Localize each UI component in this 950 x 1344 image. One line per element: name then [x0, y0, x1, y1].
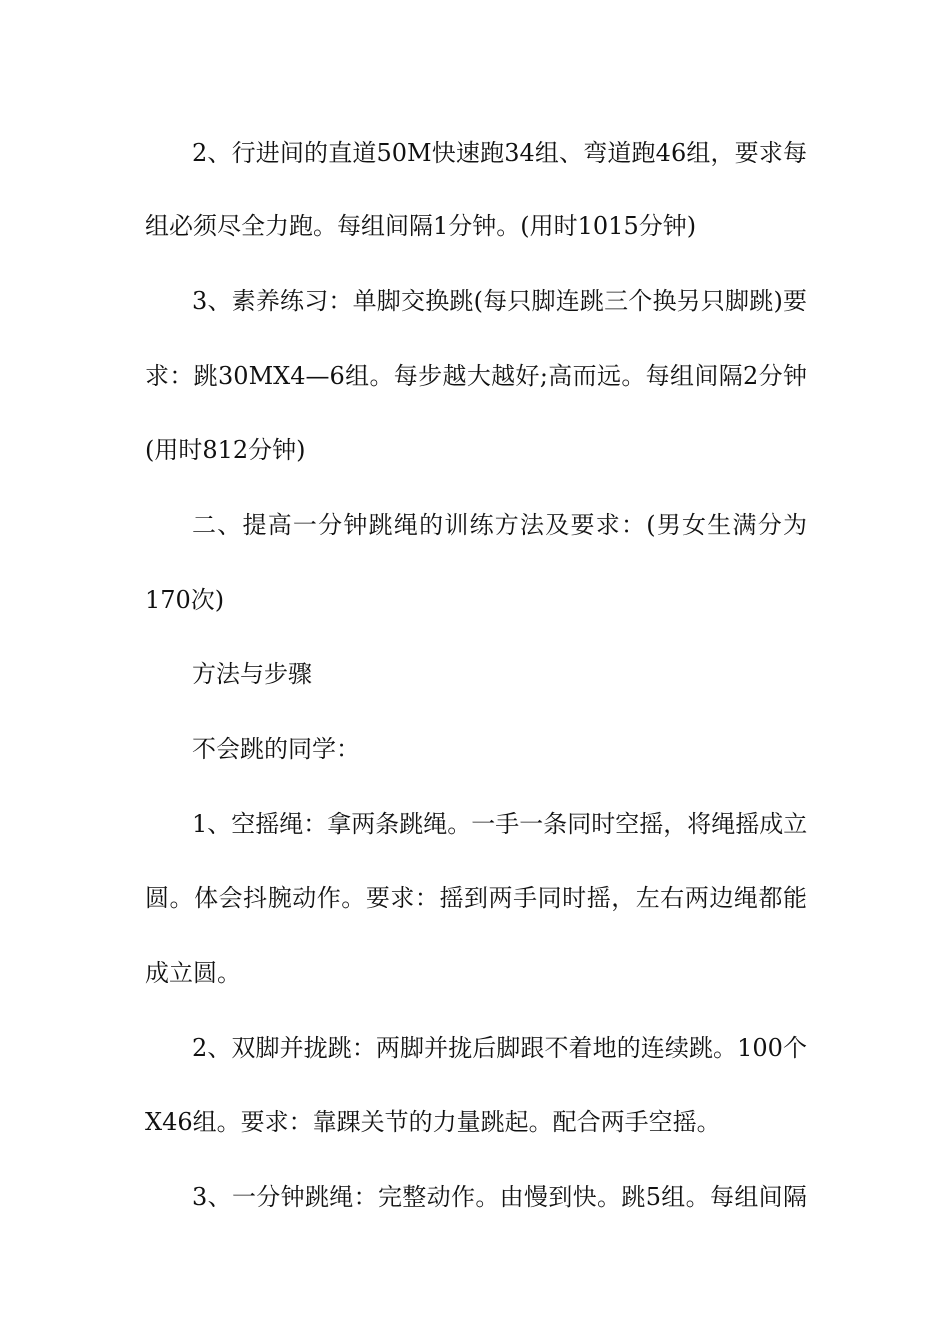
text-line: 1、空摇绳：拿两条跳绳。一手一条同时空摇，将绳摇成立 [192, 810, 808, 838]
text-line: (用时812分钟) [145, 436, 306, 464]
text-line: 成立圆。 [145, 959, 241, 987]
text-line: 2、双脚并拢跳：两脚并拢后脚跟不着地的连续跳。100个 [192, 1034, 807, 1062]
text-line: 不会跳的同学： [192, 735, 360, 763]
text-line: X46组。要求：靠踝关节的力量跳起。配合两手空摇。 [145, 1108, 721, 1136]
text-line: 二、提高一分钟跳绳的训练方法及要求：(男女生满分为 [192, 511, 807, 539]
section-heading: 方法与步骤 [192, 660, 312, 688]
text-line: 3、一分钟跳绳：完整动作。由慢到快。跳5组。每组间隔 [192, 1183, 807, 1211]
text-line: 2、行进间的直道50M快速跑34组、弯道跑46组，要求每 [192, 139, 807, 167]
text-line: 组必须尽全力跑。每组间隔1分钟。(用时1015分钟) [145, 212, 697, 240]
text-line: 求：跳30MX4—6组。每步越大越好;高而远。每组间隔2分钟 [145, 362, 807, 390]
text-line: 圆。体会抖腕动作。要求：摇到两手同时摇，左右两边绳都能 [145, 884, 807, 912]
text-line: 170次) [145, 586, 225, 614]
text-line: 3、素养练习：单脚交换跳(每只脚连跳三个换另只脚跳)要 [192, 287, 807, 315]
